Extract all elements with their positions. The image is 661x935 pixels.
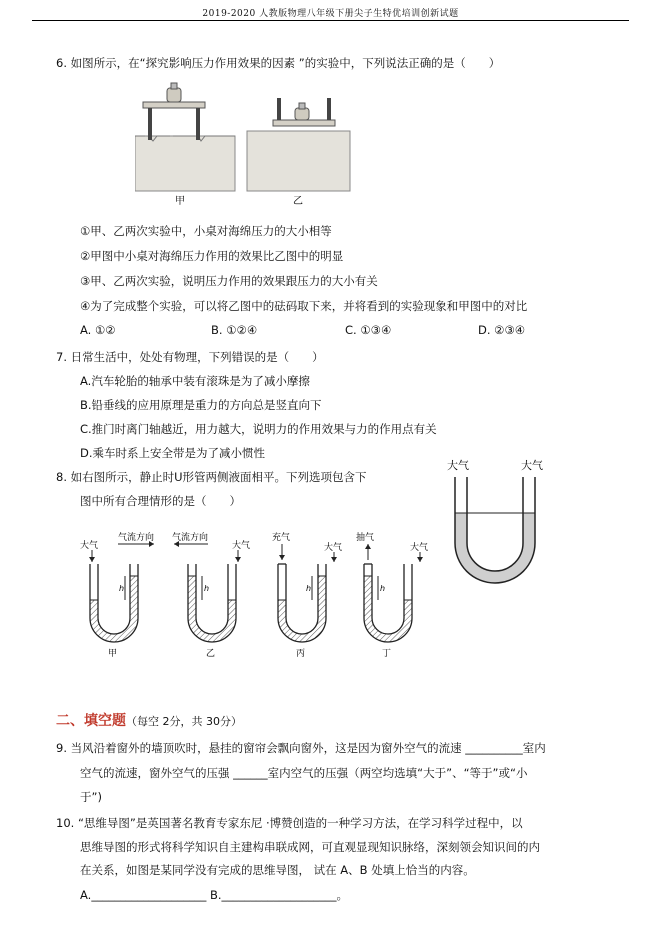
label-yi: 乙: [293, 196, 303, 207]
svg-text:大气: 大气: [324, 543, 343, 553]
q6-statement-2: ②甲图中小桌对海绵压力作用的效果比乙图中的明显: [80, 249, 344, 263]
svg-text:h: h: [119, 584, 125, 593]
q6-option-b[interactable]: B. ①②④: [211, 323, 258, 337]
q7-stem: 7. 日常生活中，处处有物理，下列错误的是（ ）: [56, 350, 324, 364]
section-note: （每空 2分，共 30分）: [126, 715, 242, 728]
svg-text:气流方向: 气流方向: [118, 533, 155, 543]
q10-line-2: 思维导图的形式将科学知识自主建构串联成网，可直观显现知识脉络，深刻领会知识间的内: [80, 840, 540, 854]
svg-text:h: h: [306, 584, 312, 593]
figure-yi: [247, 98, 350, 191]
q7-option-d[interactable]: D.乘车时系上安全带是为了减小惯性: [80, 446, 266, 460]
q10-line-1: 10. “思维导图”是英国著名教育专家东尼 ·博赞创造的一种学习方法，在学习科学过程中，以: [56, 816, 523, 830]
svg-text:气流方向: 气流方向: [172, 533, 209, 543]
q8-reference-u-tube: [438, 455, 558, 590]
q6-option-c[interactable]: C. ①③④: [345, 323, 392, 337]
q7-option-c[interactable]: C.推门时离门轴越近，用力越大，说明力的作用效果与力的作用点有关: [80, 422, 437, 436]
svg-text:丁: 丁: [382, 649, 392, 659]
svg-text:充气: 充气: [272, 533, 291, 543]
svg-text:抽气: 抽气: [356, 533, 375, 543]
q9-line-2: 空气的流速，窗外空气的压强 ______室内空气的压强（两空均选填“大于”、“等于”或“小: [80, 766, 528, 780]
label-jia: 甲: [175, 196, 185, 207]
svg-text:h: h: [204, 584, 210, 593]
u-tube-jia: [80, 531, 154, 659]
ref-label-right: 大气: [521, 459, 543, 472]
q9-line-3: 于”): [80, 790, 102, 804]
q9-line-1: 9. 当风沿着窗外的墙顶吹时，悬挂的窗帘会飘向窗外，这是因为窗外空气的流速 __________室内: [56, 741, 546, 755]
u-tube-bing: [272, 531, 342, 659]
q10-line-3: 在关系，如图是某同学没有完成的思维导图， 试在 A、B 处填上恰当的内容。: [80, 863, 475, 877]
q6-statement-1: ①甲、乙两次实验中，小桌对海绵压力的大小相等: [80, 224, 332, 238]
q7-option-a[interactable]: A.汽车轮胎的轴承中装有滚珠是为了减小摩擦: [80, 374, 310, 388]
q6-option-d[interactable]: D. ②③④: [478, 323, 526, 337]
svg-text:h: h: [380, 584, 386, 593]
section-title: [56, 710, 242, 730]
q8-options-figure: [70, 528, 450, 663]
u-tube-ding: [356, 531, 428, 659]
q6-stem: 6. 如图所示，在“探究影响压力作用效果的因素 ”的实验中，下列说法正确的是（ ）: [56, 56, 501, 70]
page-header: 2019-2020 人教版物理八年级下册尖子生特优培训创新试题: [202, 9, 459, 19]
q6-option-a[interactable]: A. ①②: [80, 323, 116, 337]
q10-answer-blanks[interactable]: A.____________________ B.____________________。: [80, 888, 349, 902]
svg-text:大气: 大气: [232, 541, 251, 551]
svg-text:甲: 甲: [108, 649, 118, 659]
svg-text:乙: 乙: [206, 649, 216, 659]
q6-statement-3: ③甲、乙两次实验，说明压力作用的效果跟压力的大小有关: [80, 274, 378, 288]
q8-stem-1: 8. 如右图所示，静止时U形管两侧液面相平。下列选项包含下: [56, 470, 367, 484]
section-title-text: 二、填空题: [56, 713, 126, 729]
ref-label-left: 大气: [447, 459, 469, 472]
u-tube-yi: [172, 531, 250, 659]
svg-text:大气: 大气: [410, 543, 429, 553]
q8-stem-2: 图中所有合理情形的是（ ）: [80, 494, 241, 508]
svg-text:丙: 丙: [296, 649, 306, 659]
q6-statement-4: ④为了完成整个实验，可以将乙图中的砝码取下来，并将看到的实验现象和甲图中的对比: [80, 299, 528, 313]
figure-jia: [135, 83, 235, 191]
q7-option-b[interactable]: B.铅垂线的应用原理是重力的方向总是竖直向下: [80, 398, 322, 412]
header-rule: [32, 20, 629, 21]
svg-text:大气: 大气: [80, 541, 99, 551]
q6-figure: [135, 78, 370, 208]
